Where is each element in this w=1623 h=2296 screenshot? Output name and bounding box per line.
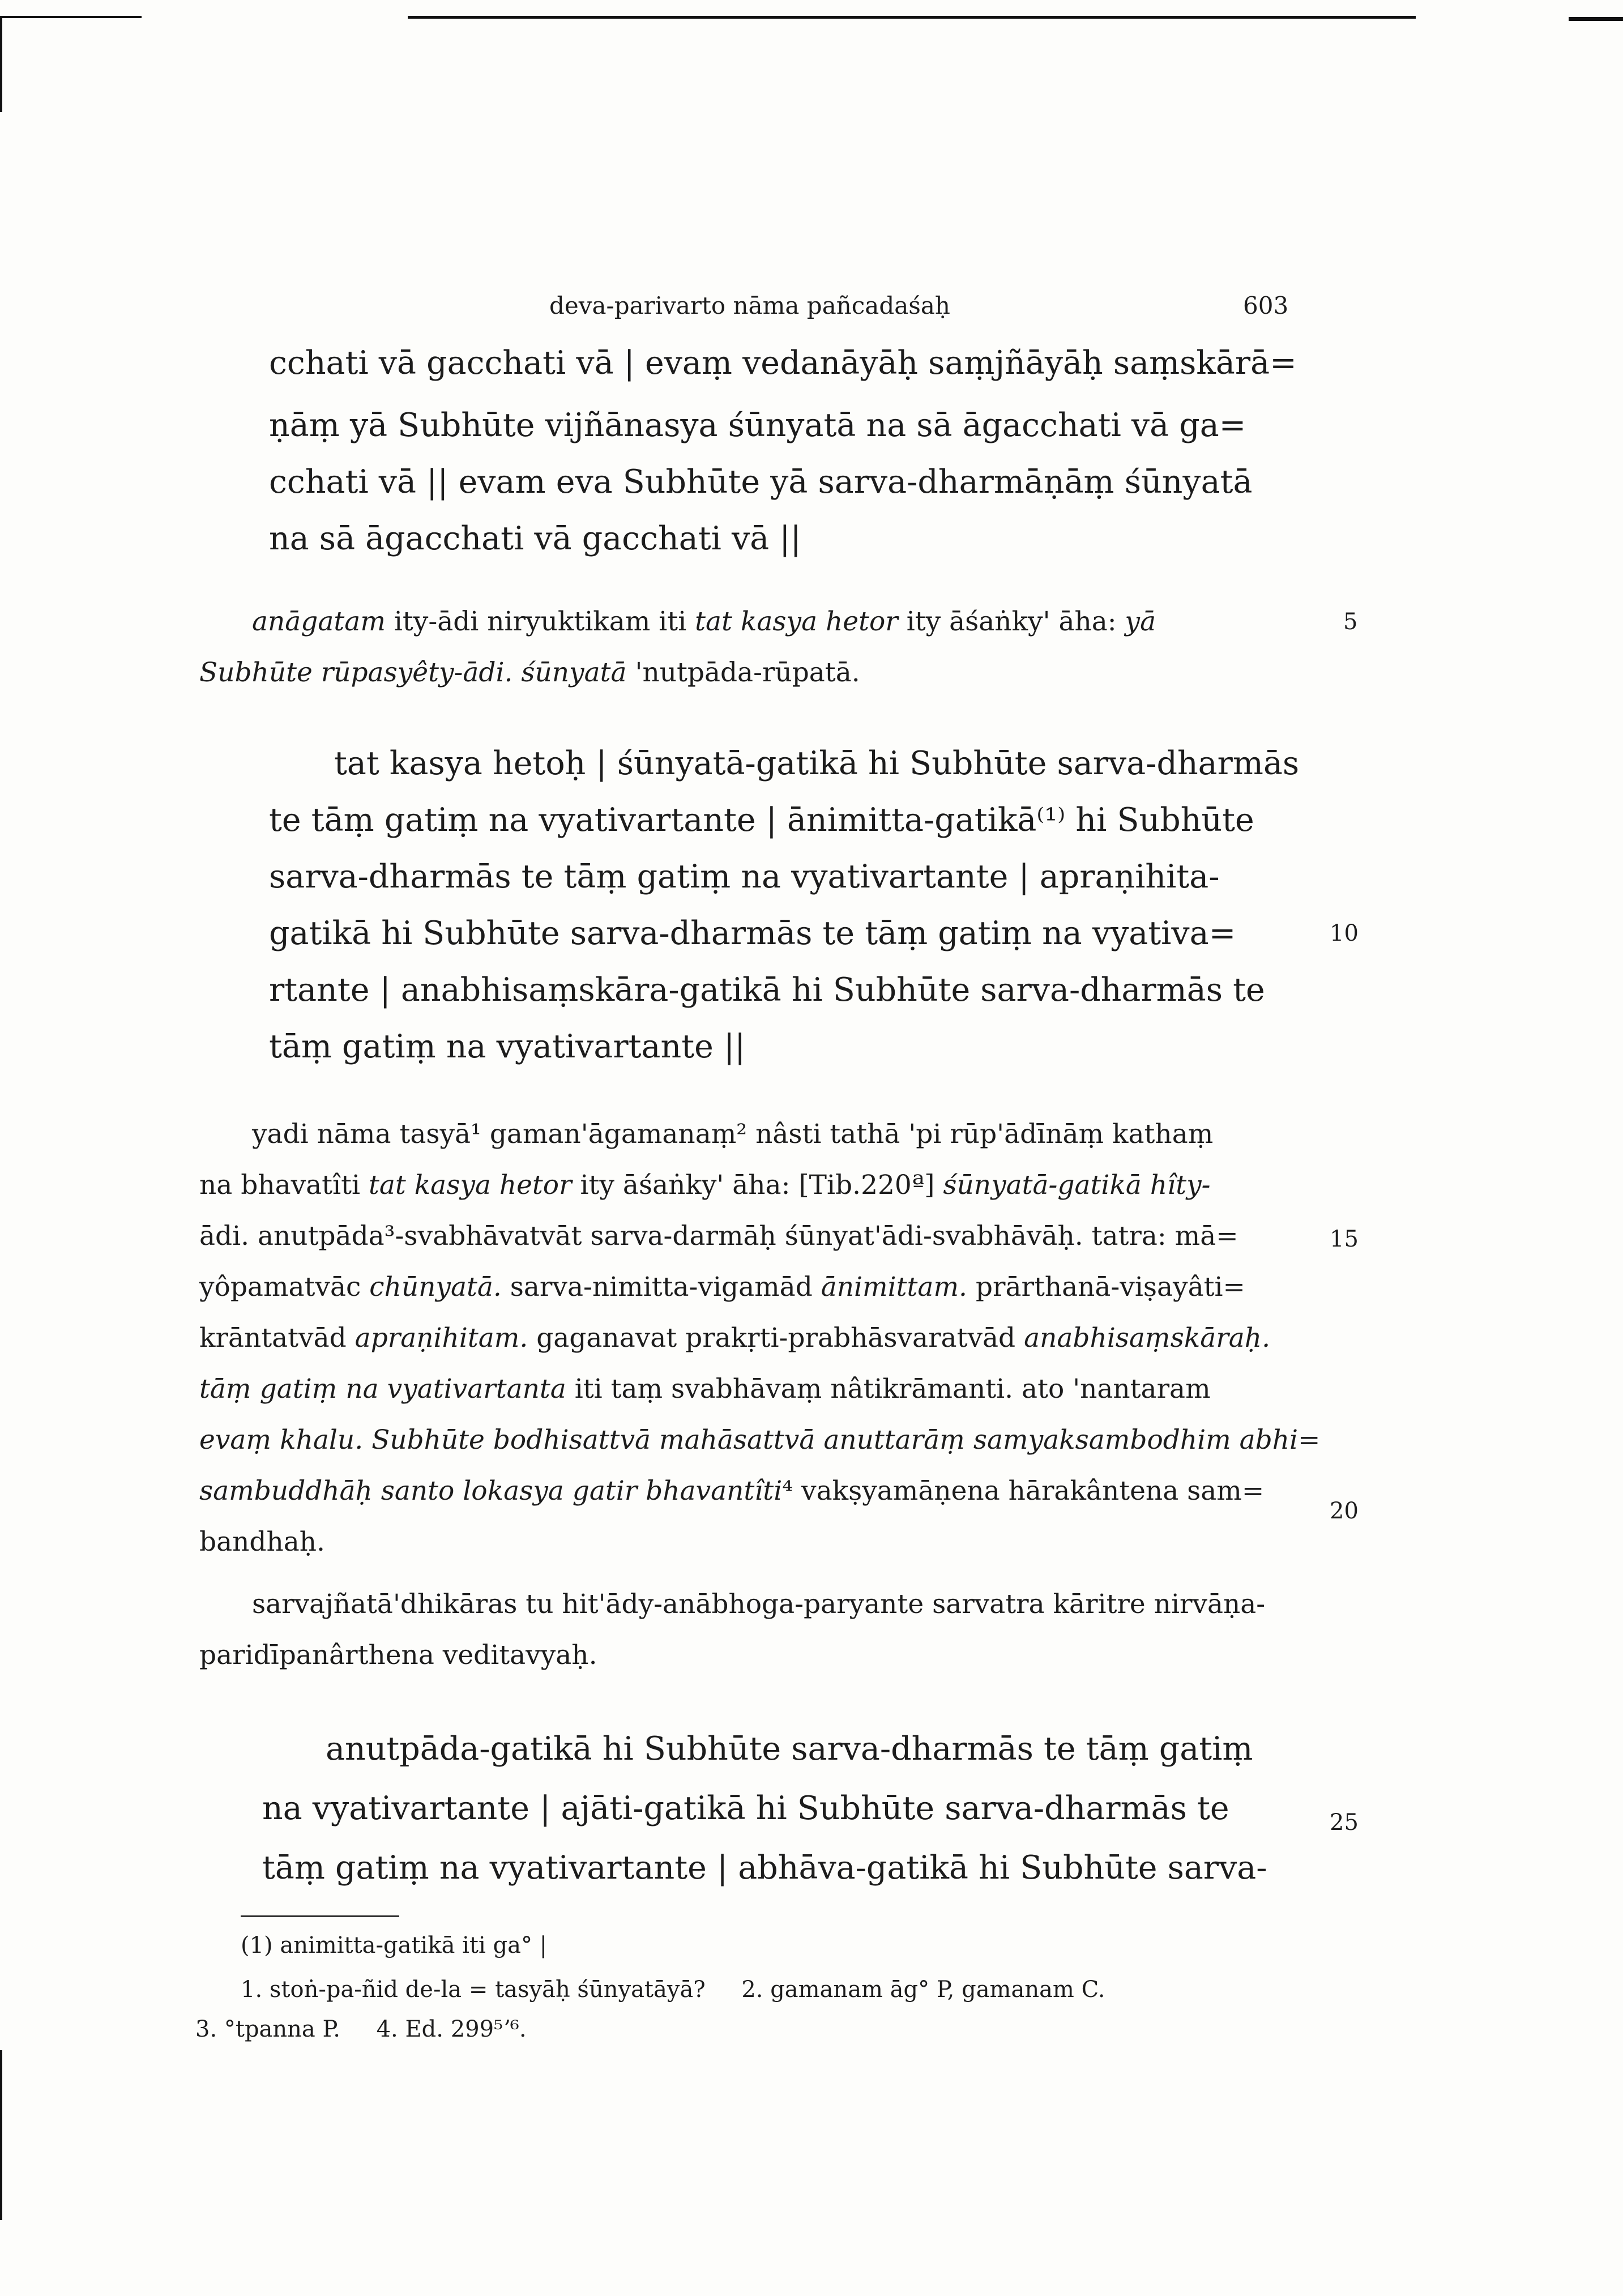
verse-line: na vyativartante | ajāti-gatikā hi Subhūte sarva-dharmās te [262, 1790, 1229, 1827]
verse-line: gatikā hi Subhūte sarva-dharmās te tāṃ gatiṃ na vyativa= [269, 915, 1236, 952]
verse-line: na sā āgacchati vā gacchati vā || [269, 520, 801, 557]
scan-border-left [0, 16, 2, 112]
commentary-line: bandhaḥ. [199, 1526, 325, 1557]
scan-border-top-left [0, 16, 142, 18]
footnote: 1. stoṅ-pa-ñid de-la = tasyāḥ śūnyatāyā? 2. gamanam āg° P, gamanam C. [241, 1977, 1105, 2003]
scan-border-top [408, 16, 1416, 19]
commentary-line: paridīpanârthena veditavyaḥ. [199, 1640, 597, 1671]
verse-line: cchati vā gacchati vā | evaṃ vedanāyāḥ saṃjñāyāḥ saṃskārā= [269, 344, 1297, 382]
line-number: 10 [1330, 920, 1359, 946]
verse-line: ṇāṃ yā Subhūte vijñānasya śūnyatā na sā āgacchati vā ga= [269, 407, 1246, 444]
verse-line: te tāṃ gatiṃ na vyativartante | ānimitta-gatikā⁽¹⁾ hi Subhūte [269, 801, 1254, 839]
running-title: deva-parivarto nāma pañcadaśaḥ [549, 292, 950, 319]
commentary-line: sarvajñatā'dhikāras tu hit'ādy-anābhoga-paryante sarvatra kāritre nirvāṇa- [252, 1589, 1266, 1620]
commentary-line: tāṃ gatiṃ na vyativartanta iti taṃ svabhāvaṃ nâtikrāmanti. ato 'nantaram [199, 1373, 1211, 1405]
line-number: 5 [1343, 609, 1358, 635]
verse-line: cchati vā || evam eva Subhūte yā sarva-dharmāṇāṃ śūnyatā [269, 463, 1253, 501]
verse-line: tāṃ gatiṃ na vyativartante || [269, 1028, 746, 1065]
line-number: 20 [1330, 1498, 1359, 1524]
line-number: 15 [1330, 1226, 1359, 1252]
page-number: 603 [1243, 292, 1289, 319]
commentary-line: evaṃ khalu. Subhūte bodhisattvā mahāsattvā anuttarāṃ samyaksambodhim abhi= [199, 1424, 1321, 1456]
commentary-line: anāgatam ity-ādi niryuktikam iti tat kasya hetor ity āśaṅky' āha: yā [252, 606, 1156, 637]
footnote-separator [241, 1915, 399, 1917]
commentary-line: yôpamatvāc chūnyatā. sarva-nimitta-vigamād ānimittam. prārthanā-viṣayâti= [199, 1271, 1245, 1303]
scan-border-top-right [1569, 17, 1623, 21]
footnote: (1) animitta-gatikā iti ga° | [241, 1932, 548, 1958]
verse-line: sarva-dharmās te tāṃ gatiṃ na vyativartante | apraṇihita- [269, 858, 1220, 895]
footnote: 3. °tpanna P. 4. Ed. 299⁵ʼ⁶. [195, 2016, 527, 2042]
line-number: 25 [1330, 1810, 1359, 1836]
verse-line: tāṃ gatiṃ na vyativartante | abhāva-gatikā hi Subhūte sarva- [262, 1849, 1267, 1887]
scan-border-bottom-left [0, 2050, 2, 2220]
commentary-line: ādi. anutpāda³-svabhāvatvāt sarva-darmāḥ śūnyat'ādi-svabhāvāḥ. tatra: mā= [199, 1220, 1238, 1252]
commentary-line: Subhūte rūpasyêty-ādi. śūnyatā 'nutpāda-rūpatā. [199, 657, 860, 688]
commentary-line: na bhavatîti tat kasya hetor ity āśaṅky' āha: [Tib.220ª] śūnyatā-gatikā hîty- [199, 1170, 1211, 1201]
verse-line: rtante | anabhisaṃskāra-gatikā hi Subhūte sarva-dharmās te [269, 971, 1265, 1009]
commentary-line: sambuddhāḥ santo lokasya gatir bhavantîti⁴ vakṣyamāṇena hārakântena sam= [199, 1475, 1265, 1507]
commentary-line: krāntatvād apraṇihitam. gaganavat prakṛti-prabhāsvaratvād anabhisaṃskāraḥ. [199, 1322, 1271, 1354]
verse-line: tat kasya hetoḥ | śūnyatā-gatikā hi Subhūte sarva-dharmās [334, 745, 1300, 782]
commentary-line: yadi nāma tasyā¹ gaman'āgamanaṃ² nâsti tathā 'pi rūp'ādīnāṃ kathaṃ [252, 1119, 1214, 1150]
verse-line: anutpāda-gatikā hi Subhūte sarva-dharmās te tāṃ gatiṃ [326, 1730, 1253, 1768]
